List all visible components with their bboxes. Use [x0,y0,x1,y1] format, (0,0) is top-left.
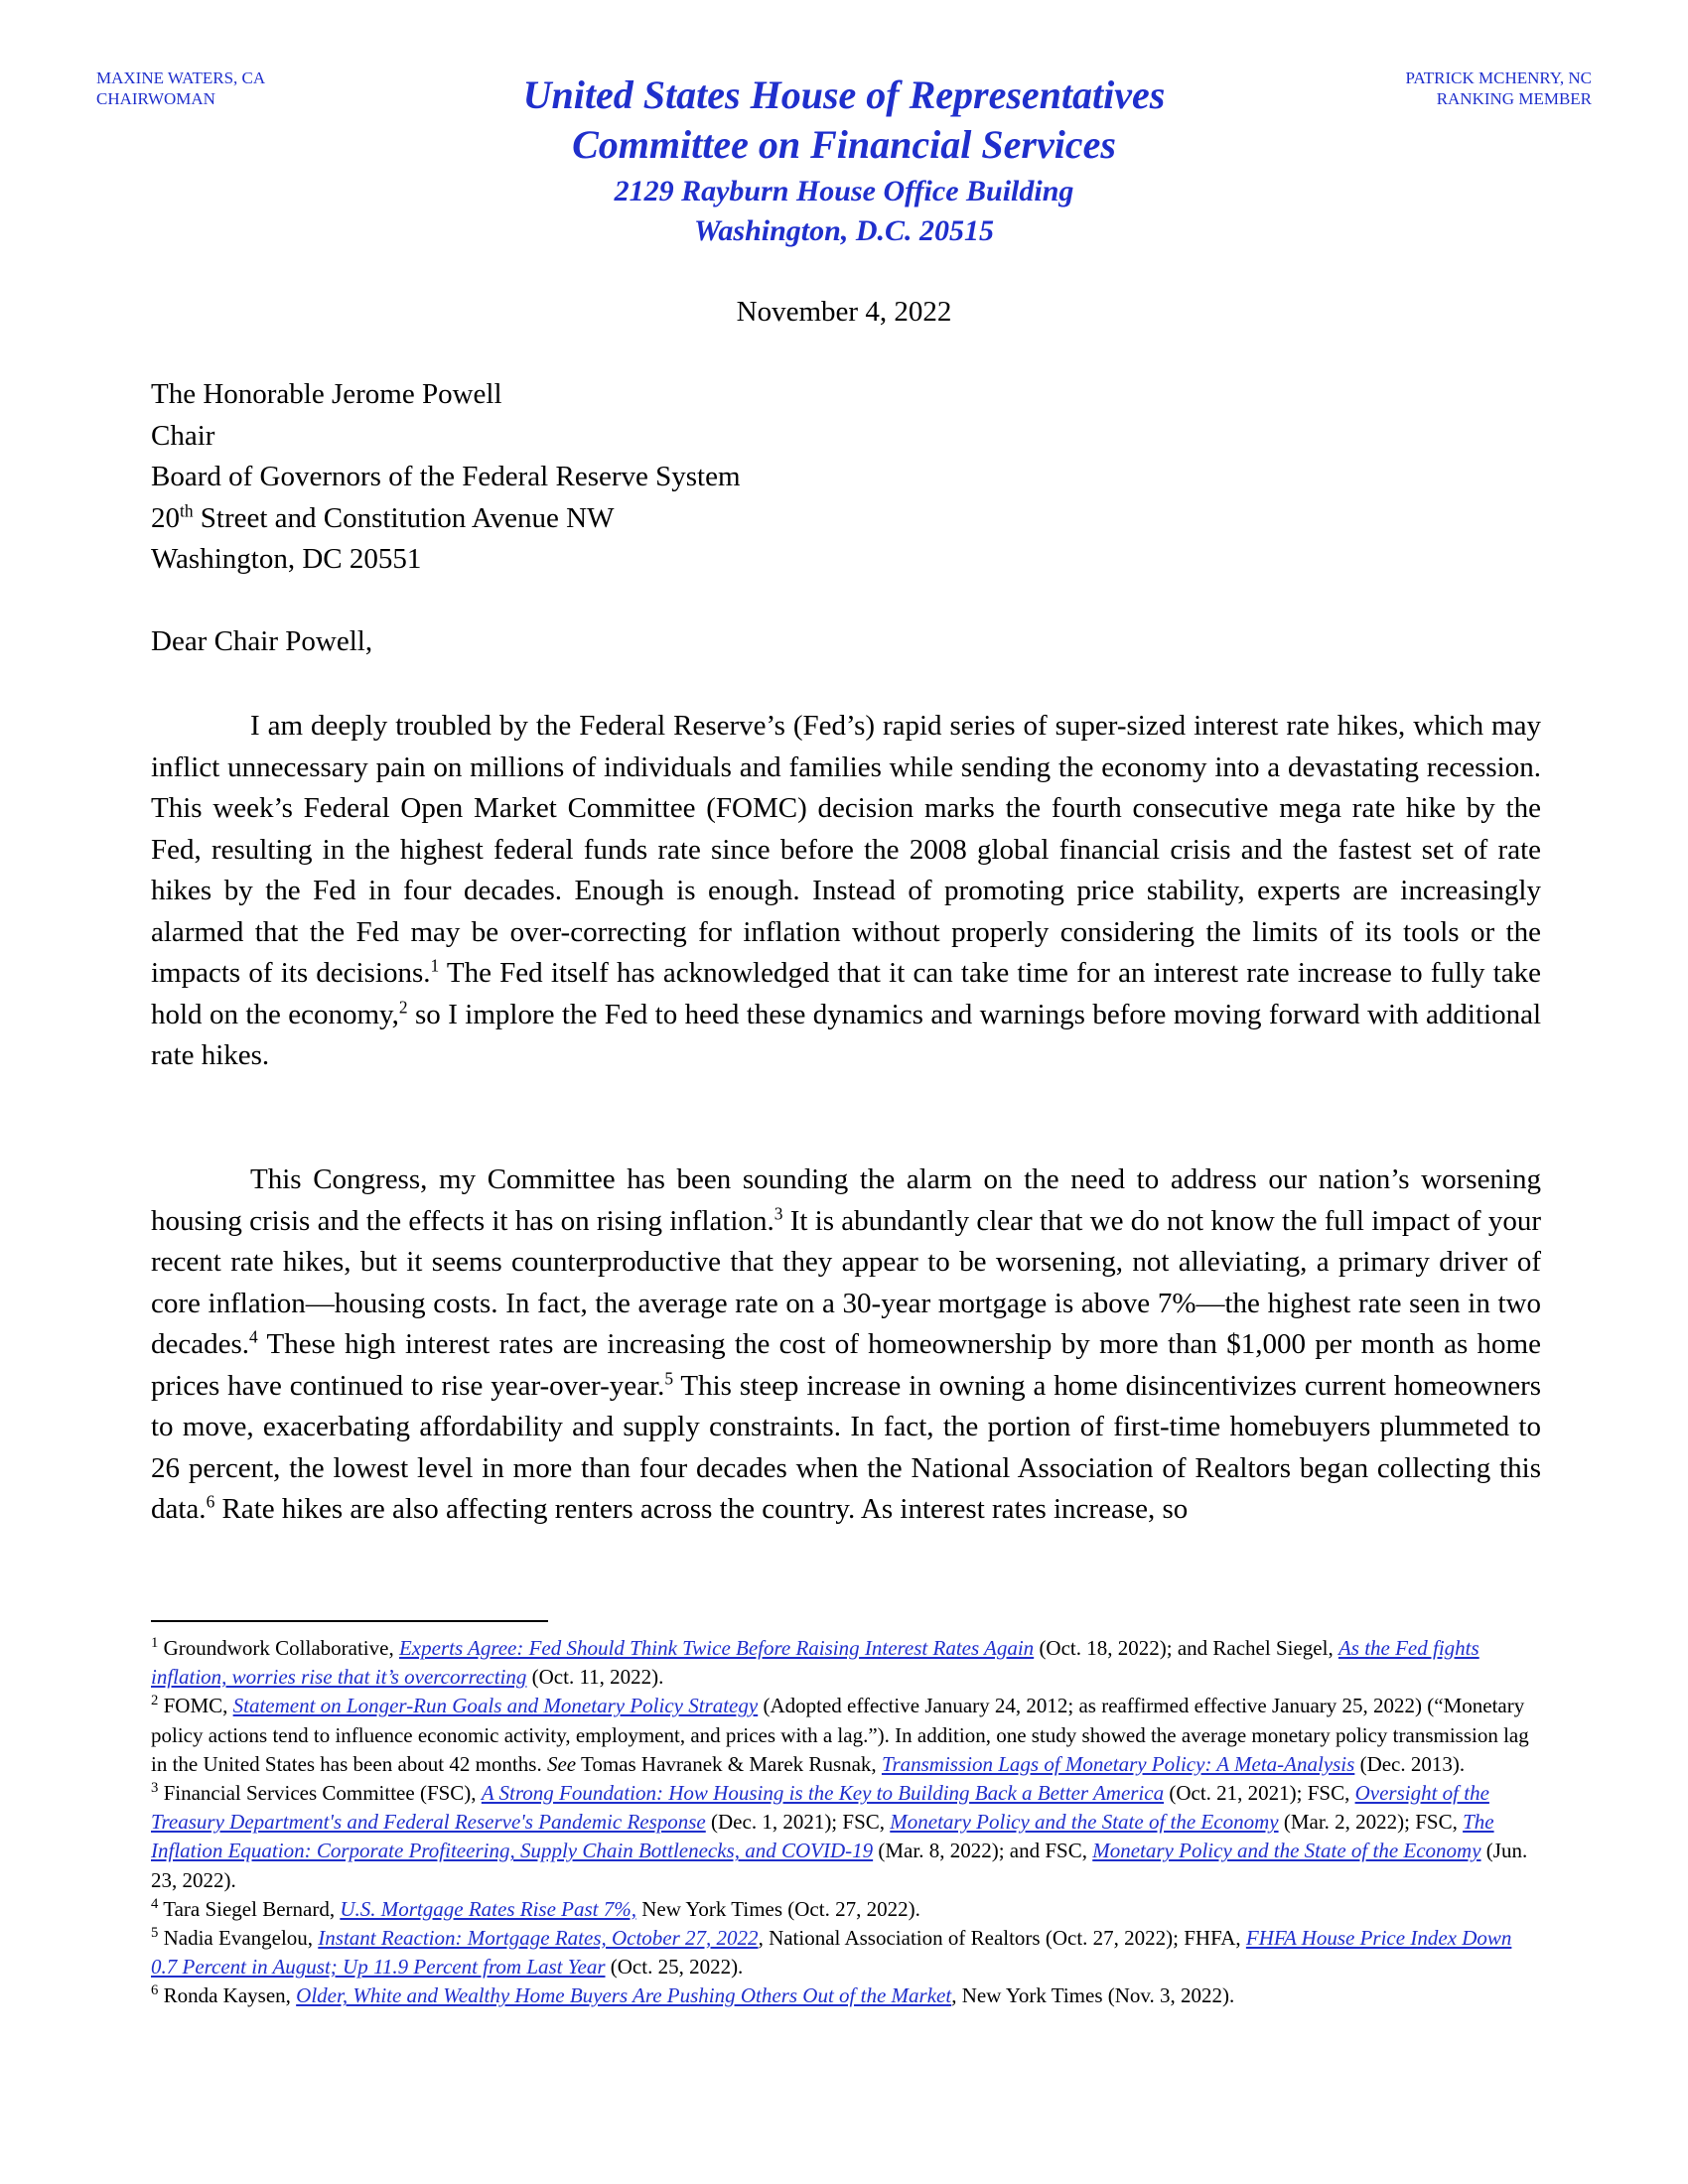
letterhead-address-line1: 2129 Rayburn House Office Building [614,175,1074,207]
footnote-6 [151,1981,1541,2010]
footnote-text: , National Association of Realtors (Oct. 27, 2022); FHFA, [758,1926,1246,1951]
footnotes [151,1634,1541,2011]
footnote-text: FOMC, [158,1694,233,1718]
footnote-text: Tomas Havranek & Marek Rusnak, [576,1751,882,1776]
addressee-line: Chair [151,419,215,452]
footnote-text: New York Times (Oct. 27, 2022). [635,1896,920,1921]
footnote-text: Financial Services Committee (FSC), [158,1781,482,1806]
footnote-number: 5 [151,1925,159,1942]
footnote-text: (Oct. 21, 2021); FSC, [1164,1781,1355,1806]
paragraph-text: This Congress, my Committee has been sounding the alarm on the need to address our nation’s worsening housing crisis and the effects it has on rising inflation. [151,1163,1541,1237]
paragraph-text: so I implore the Fed to heed these dynamics and warnings before moving forward with additional rate hikes. [151,998,1542,1071]
footnote-link[interactable]: The Inflation Equation: Corporate Profiteering, Supply Chain Bottlenecks, and COVID-19 [151,1810,1494,1863]
footnote-text: (Adopted effective January 24, 2012; as reaffirmed effective January 25, 2022) (“Monetary policy actions tend to influence economic activity, employment, and prices with a lag.”). In addition, one study showed the average monetary policy transmission lag in the United States has been about 42 months. [151,1694,1529,1776]
letterhead-house: United States House of Representatives [522,72,1166,117]
footnote-text: Groundwork Collaborative, [158,1636,399,1660]
footnote-ref[interactable]: 1 [430,955,440,976]
footnote-text: (Mar. 2, 2022); FSC, [1278,1810,1464,1835]
footnote-number: 3 [151,1780,159,1797]
footnote-number: 4 [151,1895,159,1912]
footnote-text: (Jun. 23, 2022). [151,1839,1528,1892]
addressee-line: Washington, DC 20551 [151,543,422,575]
footnote-2 [151,1692,1541,1779]
body-paragraph-2 [151,1160,1541,1531]
footnote-1 [151,1634,1541,1692]
street-number: 20 [151,501,180,534]
footnote-text: Ronda Kaysen, [158,1983,297,2008]
footnote-link[interactable]: Monetary Policy and the State of the Economy [890,1810,1279,1835]
letterhead-address-line2: Washington, D.C. 20515 [693,214,995,247]
footnote-number: 6 [151,1982,159,1999]
ordinal-suffix: th [180,499,194,520]
paragraph-text: This steep increase in owning a home disincentivizes current homeowners to move, exacerbating affordability and supply constraints. In fact, the portion of first-time homebuyers plummeted to 26 percent, the lowest level in more than four decades when the National Association of Realtors began collecting this data. [151,1369,1542,1525]
addressee-block [151,374,1144,581]
footnote-text: (Oct. 25, 2022). [605,1955,744,1979]
letter-date: November 4, 2022 [736,296,952,328]
footnote-link[interactable]: Monetary Policy and the State of the Economy [1092,1839,1481,1863]
addressee-line: The Honorable Jerome Powell [151,378,502,410]
letterhead-committee: Committee on Financial Services [572,122,1116,167]
footnote-text: Tara Siegel Bernard, [158,1896,341,1921]
body-paragraph-1 [151,706,1541,1077]
footnote-4 [151,1895,1541,1924]
chair-name: MAXINE WATERS, CA [96,68,266,87]
footnote-number: 1 [151,1635,159,1651]
paragraph-text: The Fed itself has acknowledged that it can take time for an interest rate increase to fully take hold on the economy, [151,957,1542,1030]
addressee-line [151,498,1144,540]
footnote-link[interactable]: A Strong Foundation: How Housing is the Key to Building Back a Better America [481,1781,1165,1806]
chair-title: CHAIRWOMAN [96,89,215,108]
ranking-member-name: PATRICK MCHENRY, NC [1405,68,1592,87]
paragraph-text: Rate hikes are also affecting renters across the country. As interest rates increase, so [214,1493,1189,1525]
street-name: Street and Constitution Avenue NW [193,501,615,534]
paragraph-text: These high interest rates are increasing the cost of homeownership by more than $1,000 per month as home prices have continued to rise year-over-year. [151,1328,1541,1402]
footnote-link[interactable]: Instant Reaction: Mortgage Rates, October 27, 2022 [318,1926,759,1951]
footnote-link[interactable]: Older, White and Wealthy Home Buyers Are Pushing Others Out of the Market [296,1983,952,2008]
footnote-ref[interactable]: 5 [664,1367,674,1388]
footnote-text: , New York Times (Nov. 3, 2022). [951,1983,1235,2008]
footnote-5 [151,1924,1541,1981]
footnote-link[interactable]: Oversight of the Treasury Department's and Federal Reserve's Pandemic Response [151,1781,1489,1835]
footnote-text: (Dec. 1, 2021); FSC, [705,1810,891,1835]
footnote-text: (Mar. 8, 2022); and FSC, [873,1839,1093,1863]
footnote-link[interactable]: Statement on Longer-Run Goals and Monetary Policy Strategy [232,1694,759,1718]
footnote-text: (Oct. 11, 2022). [526,1665,664,1690]
footnote-text: (Oct. 18, 2022); and Rachel Siegel, [1034,1636,1338,1660]
paragraph-text: It is abundantly clear that we do not know the full impact of your recent rate hikes, but it seems counterproductive that they appear to be worsening, not alleviating, a primary driver of core inflation—housing costs. In fact, the average rate on a 30-year mortgage is above 7%—the highest rate seen in two decades. [151,1204,1541,1360]
footnote-ref[interactable]: 3 [774,1202,783,1223]
see-signal: See [546,1751,577,1776]
paragraph-text: I am deeply troubled by the Federal Reserve’s (Fed’s) rapid series of super-sized interest rate hikes, which may inflict unnecessary pain on millions of individuals and families while sending the economy into a devastating recession. This week’s Federal Open Market Committee (FOMC) decision marks the fourth consecutive mega rate hike by the Fed, resulting in the highest federal funds rate since before the 2008 global financial crisis and the fastest set of rate hikes by the Fed in four decades. Enough is enough. Instead of promoting price stability, experts are increasingly alarmed that the Fed may be over-correcting for inflation without properly considering the limits of its tools or the impacts of its decisions. [151,710,1541,989]
footnote-ref[interactable]: 6 [206,1491,215,1512]
footnote-3 [151,1779,1541,1895]
footnote-link[interactable]: U.S. Mortgage Rates Rise Past 7%, [340,1896,636,1921]
footnote-text: Nadia Evangelou, [158,1926,319,1951]
footnote-link[interactable]: Transmission Lags of Monetary Policy: A Meta-Analysis [881,1751,1355,1776]
footnote-separator [151,1620,548,1622]
footnote-link[interactable]: As the Fed fights inflation, worries rise that it’s overcorrecting [151,1636,1479,1690]
footnote-number: 2 [151,1693,159,1709]
salutation: Dear Chair Powell, [151,625,373,657]
footnote-link[interactable]: FHFA House Price Index Down 0.7 Percent in August; Up 11.9 Percent from Last Year [151,1926,1512,1979]
ranking-member-title: RANKING MEMBER [1436,89,1592,108]
footnote-ref[interactable]: 4 [249,1326,258,1347]
footnote-ref[interactable]: 2 [398,996,408,1017]
addressee-line: Board of Governors of the Federal Reserve System [151,461,741,492]
footnote-link[interactable]: Experts Agree: Fed Should Think Twice Before Raising Interest Rates Again [398,1636,1035,1660]
footnote-text: (Dec. 2013). [1354,1751,1466,1776]
